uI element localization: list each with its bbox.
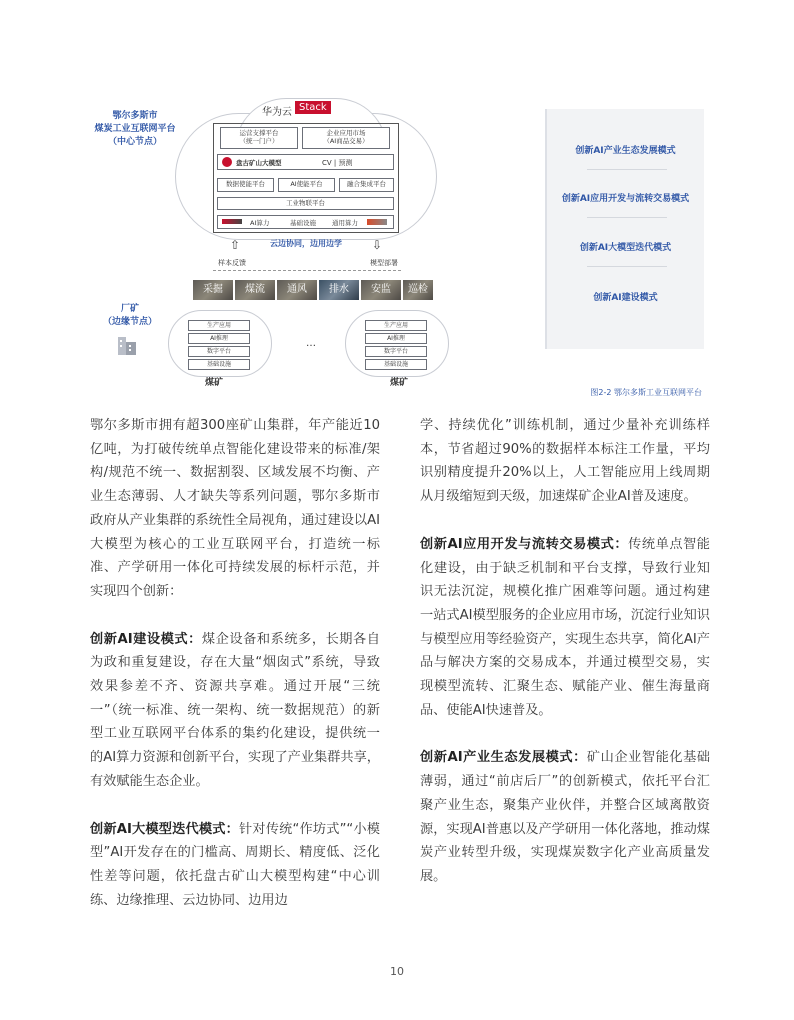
edge-node-title: 厂矿 (120, 304, 139, 314)
cloud-edge-label: 云边协同，边用边学 (270, 239, 342, 248)
pangu-logo-icon (222, 157, 232, 167)
modes-panel (545, 109, 704, 349)
app-market-box: 企业应用市场 （AI商品交易） (302, 127, 390, 149)
iteration-mode-continued: 学、持续优化”训练机制，通过少量补充训练样本，节省超过90%的数据样本标注工作量，平均识别精度提升20%以上，人工智能应用上线周期从月级缩短到天级，加速煤矿企业AI普及速度。 (420, 418, 710, 505)
general-compute-label: 通用算力 (332, 219, 358, 227)
trading-mode-heading: 创新AI应用开发与流转交易模式： (420, 536, 629, 552)
mine-stack-right (365, 320, 427, 370)
ecosystem-mode-heading: 创新AI产业生态发展模式： (420, 750, 587, 766)
scene-ventilation: 通风 (277, 280, 317, 300)
iot-platform-box: 工业物联平台 (217, 197, 394, 210)
ecosystem-mode-paragraph (420, 746, 710, 888)
huawei-cloud-label: 华为云 (262, 107, 292, 118)
scene-excavation: 采掘 (193, 280, 233, 300)
scene-safety: 安监 (361, 280, 401, 300)
page-number: 10 (390, 965, 404, 978)
figure-caption: 图2-2 鄂尔多斯工业互联网平台 (590, 388, 702, 397)
arrow-down-icon: ⇩ (372, 238, 383, 252)
sample-feedback-label: 样本反馈 (218, 259, 246, 267)
mode-divider (587, 266, 667, 267)
mode-divider (587, 169, 667, 170)
iteration-mode-paragraph (90, 818, 380, 913)
mode-ecosystem: 创新AI产业生态发展模式 (575, 146, 676, 156)
edge-node-subtitle: （边缘节点） (102, 317, 157, 327)
mine-label-left: 煤矿 (205, 378, 224, 388)
center-node-subtitle: （中心节点） (107, 137, 162, 147)
data-platform-box: 数据使能平台 (217, 178, 274, 192)
ascend-logo-icon (222, 219, 242, 224)
mine-layer-digital: 数字平台 (365, 346, 427, 357)
intro-paragraph: 鄂尔多斯市拥有超300座矿山集群，年产能近10亿吨，为打破传统单点智能化建设带来的标准/架构/规范不统一、数据割裂、区域发展不均衡、产业生态薄弱、人才缺失等系列问题，鄂尔多斯市政府从产业集群的系统性全局视角，通过建设以AI大模型为核心的工业互联网平台，打造统一标准、产学研用一体化可持续发展的标杆示范，并实现四个创新： (90, 418, 380, 599)
arrow-up-icon: ⇧ (230, 238, 241, 252)
stack-badge: Stack (295, 101, 331, 114)
ai-compute-label: AI算力 (250, 219, 270, 227)
kunpeng-logo-icon (367, 219, 387, 225)
scene-drainage: 排水 (319, 280, 359, 300)
pangu-model-label: 盘古矿山大模型 (236, 159, 282, 167)
mode-app-trading: 创新AI应用开发与流转交易模式 (561, 194, 690, 204)
mine-layer-app: 生产应用 (365, 320, 427, 331)
model-deploy-label: 模型部署 (370, 259, 398, 267)
cv-predict-label: CV | 预测 (322, 159, 353, 167)
construction-mode-heading: 创新AI建设模式： (90, 631, 202, 647)
building-icon (116, 333, 138, 355)
integration-platform-box: 融合集成平台 (339, 178, 394, 192)
ecosystem-mode-body: 矿山企业智能化基础薄弱，通过“前店后厂”的创新模式，依托平台汇聚产业生态，聚集产业伙伴，并整合区域离散资源，实现AI普惠以及产学研用一体化落地，推动煤炭产业转型升级，实现煤炭数字化产业高质量发展。 (420, 750, 710, 884)
construction-mode-paragraph (90, 628, 380, 794)
scene-coal-flow: 煤流 (235, 280, 275, 300)
ellipsis: … (306, 338, 316, 349)
left-column (90, 414, 380, 936)
mode-model-iteration: 创新AI大模型迭代模式 (579, 243, 672, 253)
mine-label-right: 煤矿 (390, 378, 409, 388)
mine-layer-infra: 基础设施 (365, 359, 427, 370)
scene-divider (213, 270, 401, 271)
mine-layer-app: 生产应用 (188, 320, 250, 331)
mode-construction: 创新AI建设模式 (593, 293, 658, 303)
infrastructure-label: 基础设施 (290, 219, 316, 227)
mine-layer-infra: 基础设施 (188, 359, 250, 370)
mine-stack-left (188, 320, 250, 370)
scene-inspection: 巡检 (403, 280, 433, 300)
trading-mode-body: 传统单点智能化建设，由于缺乏机制和平台支撑，导致行业知识无法沉淀，规模化推广困难等问题。通过构建一站式AI模型服务的企业应用市场，沉淀行业知识与模型应用等经验资产，实现生态共享，简化AI产品与解决方案的交易成本，并通过模型交易，实现模型流转、汇聚生态、赋能产业、催生海量商品、使能AI快速普及。 (420, 536, 710, 718)
ai-platform-box: AI使能平台 (278, 178, 335, 192)
iteration-mode-heading: 创新AI大模型迭代模式： (90, 821, 239, 837)
trading-mode-paragraph (420, 533, 710, 723)
center-node-title: 鄂尔多斯市 煤炭工业互联网平台 (94, 111, 176, 134)
right-column (420, 414, 710, 913)
mine-layer-ai: AI推理 (365, 333, 427, 344)
mine-layer-ai: AI推理 (188, 333, 250, 344)
mode-divider (587, 217, 667, 218)
mine-layer-digital: 数字平台 (188, 346, 250, 357)
ops-platform-box: 运营支撑平台 （统一门户） (220, 127, 298, 149)
iteration-mode-body: 针对传统“作坊式”“小模型”AI开发存在的门槛高、周期长、精度低、泛化性差等问题，依托盘古矿山大模型构建“中心训练、边缘推理、云边协同、边用边 (90, 821, 380, 908)
construction-mode-body: 煤企设备和系统多，长期各自为政和重复建设，存在大量“烟囱式”系统，导致效果参差不齐、资源共享难。通过开展“三统一”（统一标准、统一架构、统一数据规范）的新型工业互联网平台体系的集约化建设，提供统一的AI算力资源和创新平台，实现了产业集群共享，有效赋能生态企业。 (90, 631, 380, 789)
